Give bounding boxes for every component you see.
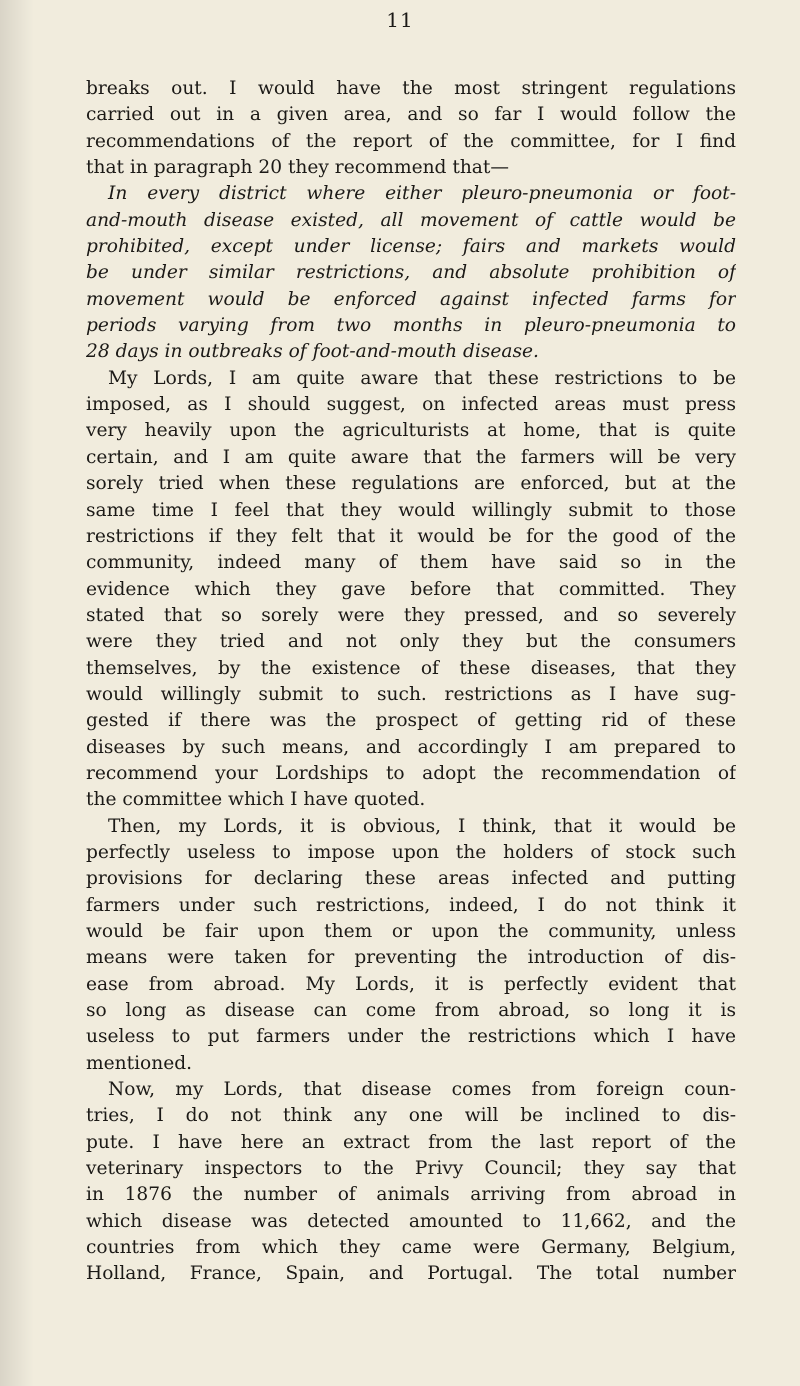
text-line: restrictions if they felt that it would be for the good of the (86, 525, 736, 547)
text-line: themselves, by the existence of these diseases, that they (86, 657, 736, 679)
text-line: community, indeed many of them have said so in the (86, 552, 736, 574)
text-line: imposed, as I should suggest, on infected areas must press (86, 394, 736, 416)
text-line: the committee which I have quoted. (86, 789, 426, 811)
text-line: movement would be enforced against infected farms for (86, 288, 736, 310)
text-line: provisions for declaring these areas infected and putting (86, 868, 736, 890)
text-line: prohibited, except under license; fairs and markets would (86, 236, 736, 258)
text-line: stated that so sorely were they pressed, and so severely (86, 604, 736, 626)
text-line: certain, and I am quite aware that the farmers will be very (86, 446, 736, 468)
text-line: breaks out. I would have the most stringent regulations (86, 78, 736, 99)
text-line: same time I feel that they would willingly submit to those (86, 499, 736, 521)
text-line: farmers under such restrictions, indeed, I do not think it (86, 894, 736, 916)
text-line: so long as disease can come from abroad, so long it is (86, 1000, 736, 1022)
text-line: would willingly submit to such. restrictions as I have sug- (86, 683, 736, 705)
text-line: in 1876 the number of animals arriving from abroad in (86, 1184, 736, 1206)
text-line: ease from abroad. My Lords, it is perfectly evident that (86, 973, 736, 995)
text-line: gested if there was the prospect of getting rid of these (86, 710, 736, 732)
text-line: carried out in a given area, and so far I would follow the (86, 104, 736, 126)
text-line: sorely tried when these regulations are enforced, but at the (86, 473, 736, 495)
text-line: veterinary inspectors to the Privy Council; they say that (86, 1158, 736, 1180)
text-line: means were taken for preventing the introduction of dis- (86, 947, 736, 969)
text-line: mentioned. (86, 1052, 193, 1074)
text-line: which disease was detected amounted to 11,662, and the (86, 1210, 736, 1232)
text-line: very heavily upon the agriculturists at home, that is quite (86, 420, 736, 442)
text-line: be under similar restrictions, and absolute prohibition of (86, 262, 736, 284)
text-line: pute. I have here an extract from the last report of the (86, 1131, 736, 1153)
text-line: 28 days in outbreaks of foot-and-mouth disease. (86, 341, 539, 363)
text-line: My Lords, I am quite aware that these restrictions to be (108, 367, 736, 389)
text-line: recommendations of the report of the committee, for I find (86, 130, 736, 152)
text-line: Then, my Lords, it is obvious, I think, that it would be (108, 815, 736, 837)
text-line: In every district where either pleuro-pneumonia or foot- (108, 183, 736, 205)
text-line: recommend your Lordships to adopt the recommendation of (86, 762, 736, 784)
text-line: and-mouth disease existed, all movement of cattle would be (86, 209, 736, 231)
text-line: countries from which they came were Germany, Belgium, (86, 1237, 736, 1259)
text-line: that in paragraph 20 they recommend that— (86, 157, 509, 179)
text-line: diseases by such means, and accordingly I am prepared to (86, 736, 736, 758)
text-line: perfectly useless to impose upon the holders of stock such (86, 841, 736, 863)
text-line: Now, my Lords, that disease comes from foreign coun- (108, 1079, 736, 1101)
text-line: useless to put farmers under the restrictions which I have (86, 1026, 736, 1048)
text-line: evidence which they gave before that committed. They (86, 578, 736, 600)
text-line: tries, I do not think any one will be inclined to dis- (86, 1105, 736, 1127)
text-line: would be fair upon them or upon the community, unless (86, 921, 736, 942)
page-number: 11 (386, 8, 414, 32)
body-text (86, 76, 736, 1288)
text-line: Holland, France, Spain, and Portugal. The total number (86, 1263, 736, 1285)
text-line: were they tried and not only they but the consumers (86, 631, 736, 653)
text-line: periods varying from two months in pleuro-pneumonia to (86, 315, 736, 337)
